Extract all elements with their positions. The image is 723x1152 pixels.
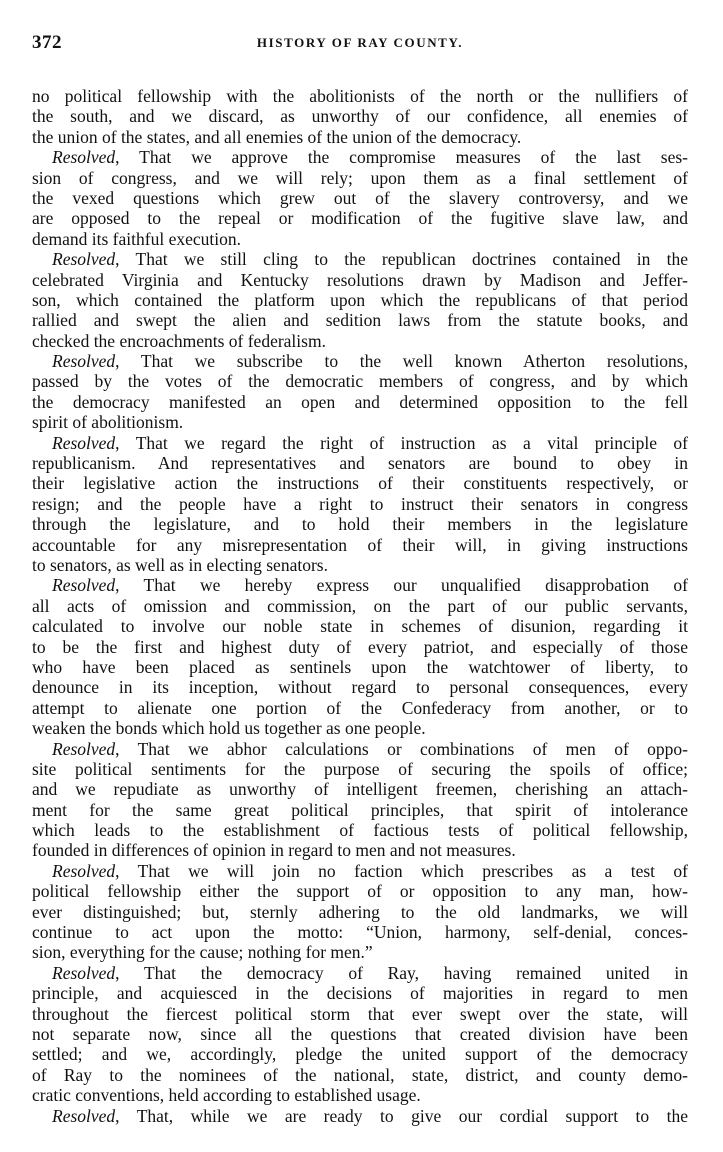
page-number: 372 bbox=[32, 32, 62, 53]
line-text: denounce in its inception, without regard to personal consequences, every bbox=[32, 677, 688, 698]
text-line bbox=[32, 677, 688, 697]
text-line bbox=[32, 657, 688, 677]
text-line bbox=[32, 1004, 688, 1024]
line-text: the union of the states, and all enemies of the union of the democracy. bbox=[32, 126, 522, 147]
line-text: calculated to involve our noble state in schemes of disunion, regarding it bbox=[32, 616, 688, 637]
line-text: to senators, as well as in electing senators. bbox=[32, 554, 328, 575]
line-text: site political sentiments for the purpose of securing the spoils of office; bbox=[32, 758, 688, 779]
line-text: the vexed questions which grew out of the slavery controversy, and we bbox=[32, 187, 688, 208]
text-line bbox=[32, 759, 688, 779]
text-line bbox=[32, 779, 688, 799]
text-line bbox=[32, 575, 688, 595]
line-text: passed by the votes of the democratic members of congress, and by which bbox=[32, 371, 688, 392]
running-head bbox=[32, 32, 688, 54]
text-line bbox=[32, 861, 688, 881]
line-text: accountable for any misrepresentation of their will, in giving instructions bbox=[32, 534, 688, 555]
line-text: continue to act upon the motto: “Union, harmony, self-denial, conces- bbox=[32, 922, 688, 943]
line-text: political fellowship either the support of or opposition to any man, how- bbox=[32, 881, 688, 902]
line-text: attempt to alienate one portion of the Confederacy from another, or to bbox=[32, 697, 688, 718]
line-text: which leads to the establishment of factious tests of political fellowship, bbox=[32, 820, 688, 841]
line-text: , That we approve the compromise measures of the last ses- bbox=[115, 147, 688, 168]
text-line bbox=[32, 371, 688, 391]
line-text: through the legislature, and to hold their members in the legislature bbox=[32, 514, 688, 535]
line-text: , That we abhor calculations or combinations of men of oppo- bbox=[115, 738, 688, 759]
line-text: son, which contained the platform upon which the republicans of that period bbox=[32, 289, 688, 310]
line-text: spirit of abolitionism. bbox=[32, 412, 184, 433]
text-line bbox=[32, 208, 688, 228]
text-line bbox=[32, 494, 688, 514]
resolved-keyword: Resolved bbox=[52, 738, 116, 759]
text-line bbox=[32, 616, 688, 636]
line-text: not separate now, since all the questions that created division have been bbox=[32, 1023, 688, 1044]
resolved-keyword: Resolved bbox=[52, 575, 116, 596]
line-text: the south, and we discard, as unworthy of our confidence, all enemies of bbox=[32, 106, 688, 127]
line-text: rallied and swept the alien and sedition laws from the statute books, and bbox=[32, 310, 688, 331]
line-text: and we repudiate as unworthy of intelligent freemen, cherishing an attach- bbox=[32, 779, 688, 800]
line-text: settled; and we, accordingly, pledge the united support of the democracy bbox=[32, 1044, 688, 1065]
line-text: , That, while we are ready to give our cordial support to the bbox=[115, 1105, 688, 1126]
text-line bbox=[32, 902, 688, 922]
resolved-keyword: Resolved bbox=[52, 860, 116, 881]
line-text: the democracy manifested an open and determined opposition to the fell bbox=[32, 391, 688, 412]
text-line bbox=[32, 596, 688, 616]
text-line bbox=[32, 86, 688, 106]
line-text: , That we hereby express our unqualified disapprobation of bbox=[115, 575, 688, 596]
text-line bbox=[32, 127, 688, 147]
text-line bbox=[32, 453, 688, 473]
text-line bbox=[32, 555, 688, 575]
text-line bbox=[32, 820, 688, 840]
text-line bbox=[32, 1044, 688, 1064]
text-line bbox=[32, 514, 688, 534]
text-line bbox=[32, 1065, 688, 1085]
text-line bbox=[32, 800, 688, 820]
line-text: demand its faithful execution. bbox=[32, 228, 241, 249]
text-line bbox=[32, 637, 688, 657]
book-title: HISTORY OF RAY COUNTY. bbox=[256, 35, 464, 50]
line-text: weaken the bonds which hold us together as one people. bbox=[32, 718, 426, 739]
text-line bbox=[32, 739, 688, 759]
text-line bbox=[32, 351, 688, 371]
resolved-keyword: Resolved bbox=[52, 432, 116, 453]
text-line bbox=[32, 290, 688, 310]
line-text: to be the first and highest duty of every patriot, and especially of those bbox=[32, 636, 688, 657]
text-line bbox=[32, 942, 688, 962]
text-line bbox=[32, 229, 688, 249]
text-line bbox=[32, 922, 688, 942]
text-line bbox=[32, 270, 688, 290]
line-text: , That we will join no faction which prescribes as a test of bbox=[115, 860, 688, 881]
text-line bbox=[32, 147, 688, 167]
body-text bbox=[32, 86, 688, 1126]
line-text: , That we subscribe to the well known Atherton resolutions, bbox=[115, 351, 688, 372]
resolved-keyword: Resolved bbox=[52, 962, 116, 983]
text-line bbox=[32, 473, 688, 493]
line-text: sion, everything for the cause; nothing for men.” bbox=[32, 942, 373, 963]
line-text: who have been placed as sentinels upon the watchtower of liberty, to bbox=[32, 656, 688, 677]
text-line bbox=[32, 963, 688, 983]
resolved-keyword: Resolved bbox=[52, 1105, 116, 1126]
text-line bbox=[32, 433, 688, 453]
line-text: are opposed to the repeal or modification of the fugitive slave law, and bbox=[32, 208, 688, 229]
text-line bbox=[32, 1085, 688, 1105]
text-line bbox=[32, 168, 688, 188]
text-line bbox=[32, 188, 688, 208]
line-text: cratic conventions, held according to established usage. bbox=[32, 1085, 421, 1106]
line-text: ment for the same great political principles, that spirit of intolerance bbox=[32, 799, 688, 820]
text-line bbox=[32, 718, 688, 738]
line-text: republicanism. And representatives and senators are bound to obey in bbox=[32, 453, 688, 474]
text-line bbox=[32, 249, 688, 269]
text-line bbox=[32, 840, 688, 860]
resolved-keyword: Resolved bbox=[52, 249, 116, 270]
line-text: ever distinguished; but, sternly adhering to the old landmarks, we will bbox=[32, 901, 688, 922]
line-text: all acts of omission and commission, on the part of our public servants, bbox=[32, 595, 688, 616]
text-line bbox=[32, 1106, 688, 1126]
text-line bbox=[32, 331, 688, 351]
line-text: checked the encroachments of federalism. bbox=[32, 330, 326, 351]
text-line bbox=[32, 310, 688, 330]
text-line bbox=[32, 106, 688, 126]
line-text: of Ray to the nominees of the national, state, district, and county demo- bbox=[32, 1064, 688, 1085]
line-text: principle, and acquiesced in the decisions of majorities in regard to men bbox=[32, 983, 688, 1004]
text-line bbox=[32, 1024, 688, 1044]
text-line bbox=[32, 698, 688, 718]
line-text: sion of congress, and we will rely; upon them as a final settlement of bbox=[32, 167, 688, 188]
resolved-keyword: Resolved bbox=[52, 147, 116, 168]
line-text: , That the democracy of Ray, having remained united in bbox=[115, 962, 688, 983]
line-text: celebrated Virginia and Kentucky resolutions drawn by Madison and Jeffer- bbox=[32, 269, 688, 290]
line-text: , That we still cling to the republican doctrines contained in the bbox=[115, 249, 688, 270]
line-text: throughout the fiercest political storm that ever swept over the state, will bbox=[32, 1003, 688, 1024]
line-text: their legislative action the instructions of their constituents respectively, or bbox=[32, 473, 688, 494]
text-line bbox=[32, 535, 688, 555]
text-line bbox=[32, 983, 688, 1003]
line-text: resign; and the people have a right to instruct their senators in congress bbox=[32, 493, 688, 514]
line-text: , That we regard the right of instruction as a vital principle of bbox=[115, 432, 688, 453]
line-text: founded in differences of opinion in regard to men and not measures. bbox=[32, 840, 516, 861]
resolved-keyword: Resolved bbox=[52, 351, 116, 372]
text-line bbox=[32, 881, 688, 901]
line-text: no political fellowship with the abolitionists of the north or the nullifiers of bbox=[32, 86, 688, 106]
text-line bbox=[32, 412, 688, 432]
text-line bbox=[32, 392, 688, 412]
